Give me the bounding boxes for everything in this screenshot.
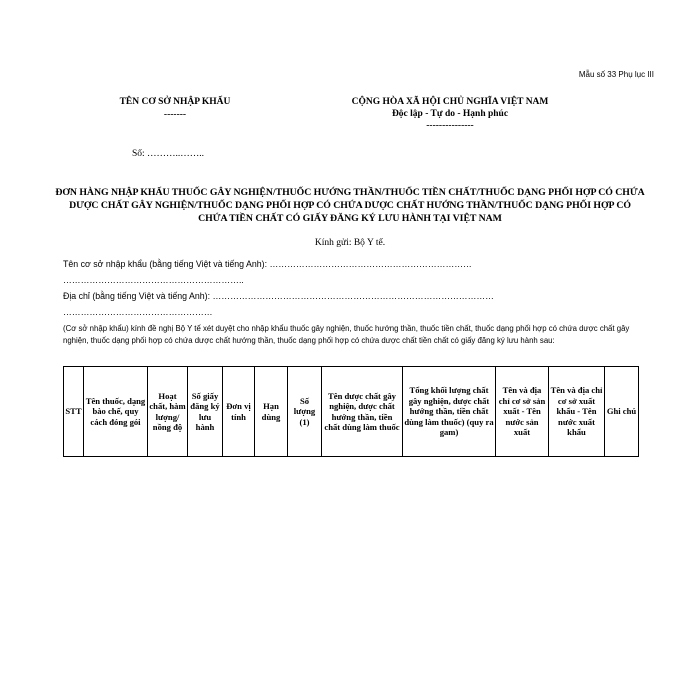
- importer-name-field: [63, 256, 643, 288]
- address-label: Địa chỉ (bằng tiếng Việt và tiếng Anh): ……………………………………………………………………………………: [63, 291, 494, 301]
- intro-paragraph: (Cơ sở nhập khẩu) kính đề nghị Bộ Y tế xét duyệt cho nhập khẩu thuốc gây nghiện, thuốc hướng thần, thuốc tiền chất, thuốc dạng phối hợp có chứa dược chất gây nghiện, thuốc dạng phối hợp có chứa dược chất hướng thần, thuốc dạng phối hợp có chứa dược chất tiền chất có giấy đăng ký lưu hành sau:: [63, 324, 630, 345]
- importer-name-label: Tên cơ sở nhập khẩu (bằng tiếng Việt và tiếng Anh): ……………………………………………………………: [63, 259, 472, 269]
- importer-header: [90, 96, 260, 122]
- importer-name: TÊN CƠ SỞ NHẬP KHẨU: [119, 97, 231, 107]
- importer-name-continuation: ……………………………………………………..: [63, 275, 244, 285]
- form-number: Mẫu số 33 Phụ lục III: [578, 70, 654, 79]
- header-registration-number: Số giấy đăng ký lưu hành: [188, 367, 223, 457]
- recipient-line: Kính gửi: Bộ Y tế.: [314, 238, 386, 248]
- importer-separator: -------: [163, 110, 187, 120]
- national-motto: Độc lập - Tự do - Hạnh phúc: [391, 109, 509, 119]
- header-stt: STT: [64, 367, 84, 457]
- header-expiry: Hạn dùng: [255, 367, 288, 457]
- header-total-mass: Tổng khối lượng chất gây nghiện, dược chất hướng thần, tiền chất dùng làm thuốc) (quy ra gam): [403, 367, 496, 457]
- header-substance-name: Tên dược chất gây nghiện, dược chất hướng thần, tiền chất dùng làm thuốc: [322, 367, 403, 457]
- address-field: [63, 288, 643, 320]
- header-unit: Đơn vị tính: [223, 367, 255, 457]
- header-exporter: Tên và địa chỉ cơ sở xuất khẩu - Tên nước xuất khẩu: [549, 367, 605, 457]
- header-notes: Ghi chú: [605, 367, 639, 457]
- document-number: Số: ………..……..: [132, 149, 205, 159]
- header-drug-name: Tên thuốc, dạng bào chế, quy cách đóng gói: [84, 367, 148, 457]
- header-active-ingredient: Hoạt chất, hàm lượng/ nồng độ: [148, 367, 188, 457]
- header-quantity: Số lượng (1): [288, 367, 322, 457]
- table-header-row: [64, 367, 639, 457]
- national-header: [300, 96, 600, 132]
- drug-order-table: [63, 366, 639, 457]
- national-separator: ---------------: [426, 121, 474, 131]
- document-title: ĐƠN HÀNG NHẬP KHẨU THUỐC GÂY NGHIỆN/THUỐC HƯỚNG THẦN/THUỐC TIỀN CHẤT/THUỐC DẠNG PHỐI HỢP CÓ CHỨA DƯỢC CHẤT GÂY NGHIỆN/THUỐC DẠNG PHỐI HỢP CÓ CHỨA DƯỢC CHẤT HƯỚNG THẦN/THUỐC DẠNG PHỐI HỢP CÓ CHỨA TIỀN CHẤT CÓ GIẤY ĐĂNG KÝ LƯU HÀNH TẠI VIỆT NAM: [55, 187, 645, 224]
- address-continuation: ……………………………………………: [63, 307, 213, 317]
- national-title: CỘNG HÒA XÃ HỘI CHỦ NGHĨA VIỆT NAM: [351, 97, 549, 107]
- header-manufacturer: Tên và địa chỉ cơ sở sản xuất - Tên nước sản xuất: [496, 367, 549, 457]
